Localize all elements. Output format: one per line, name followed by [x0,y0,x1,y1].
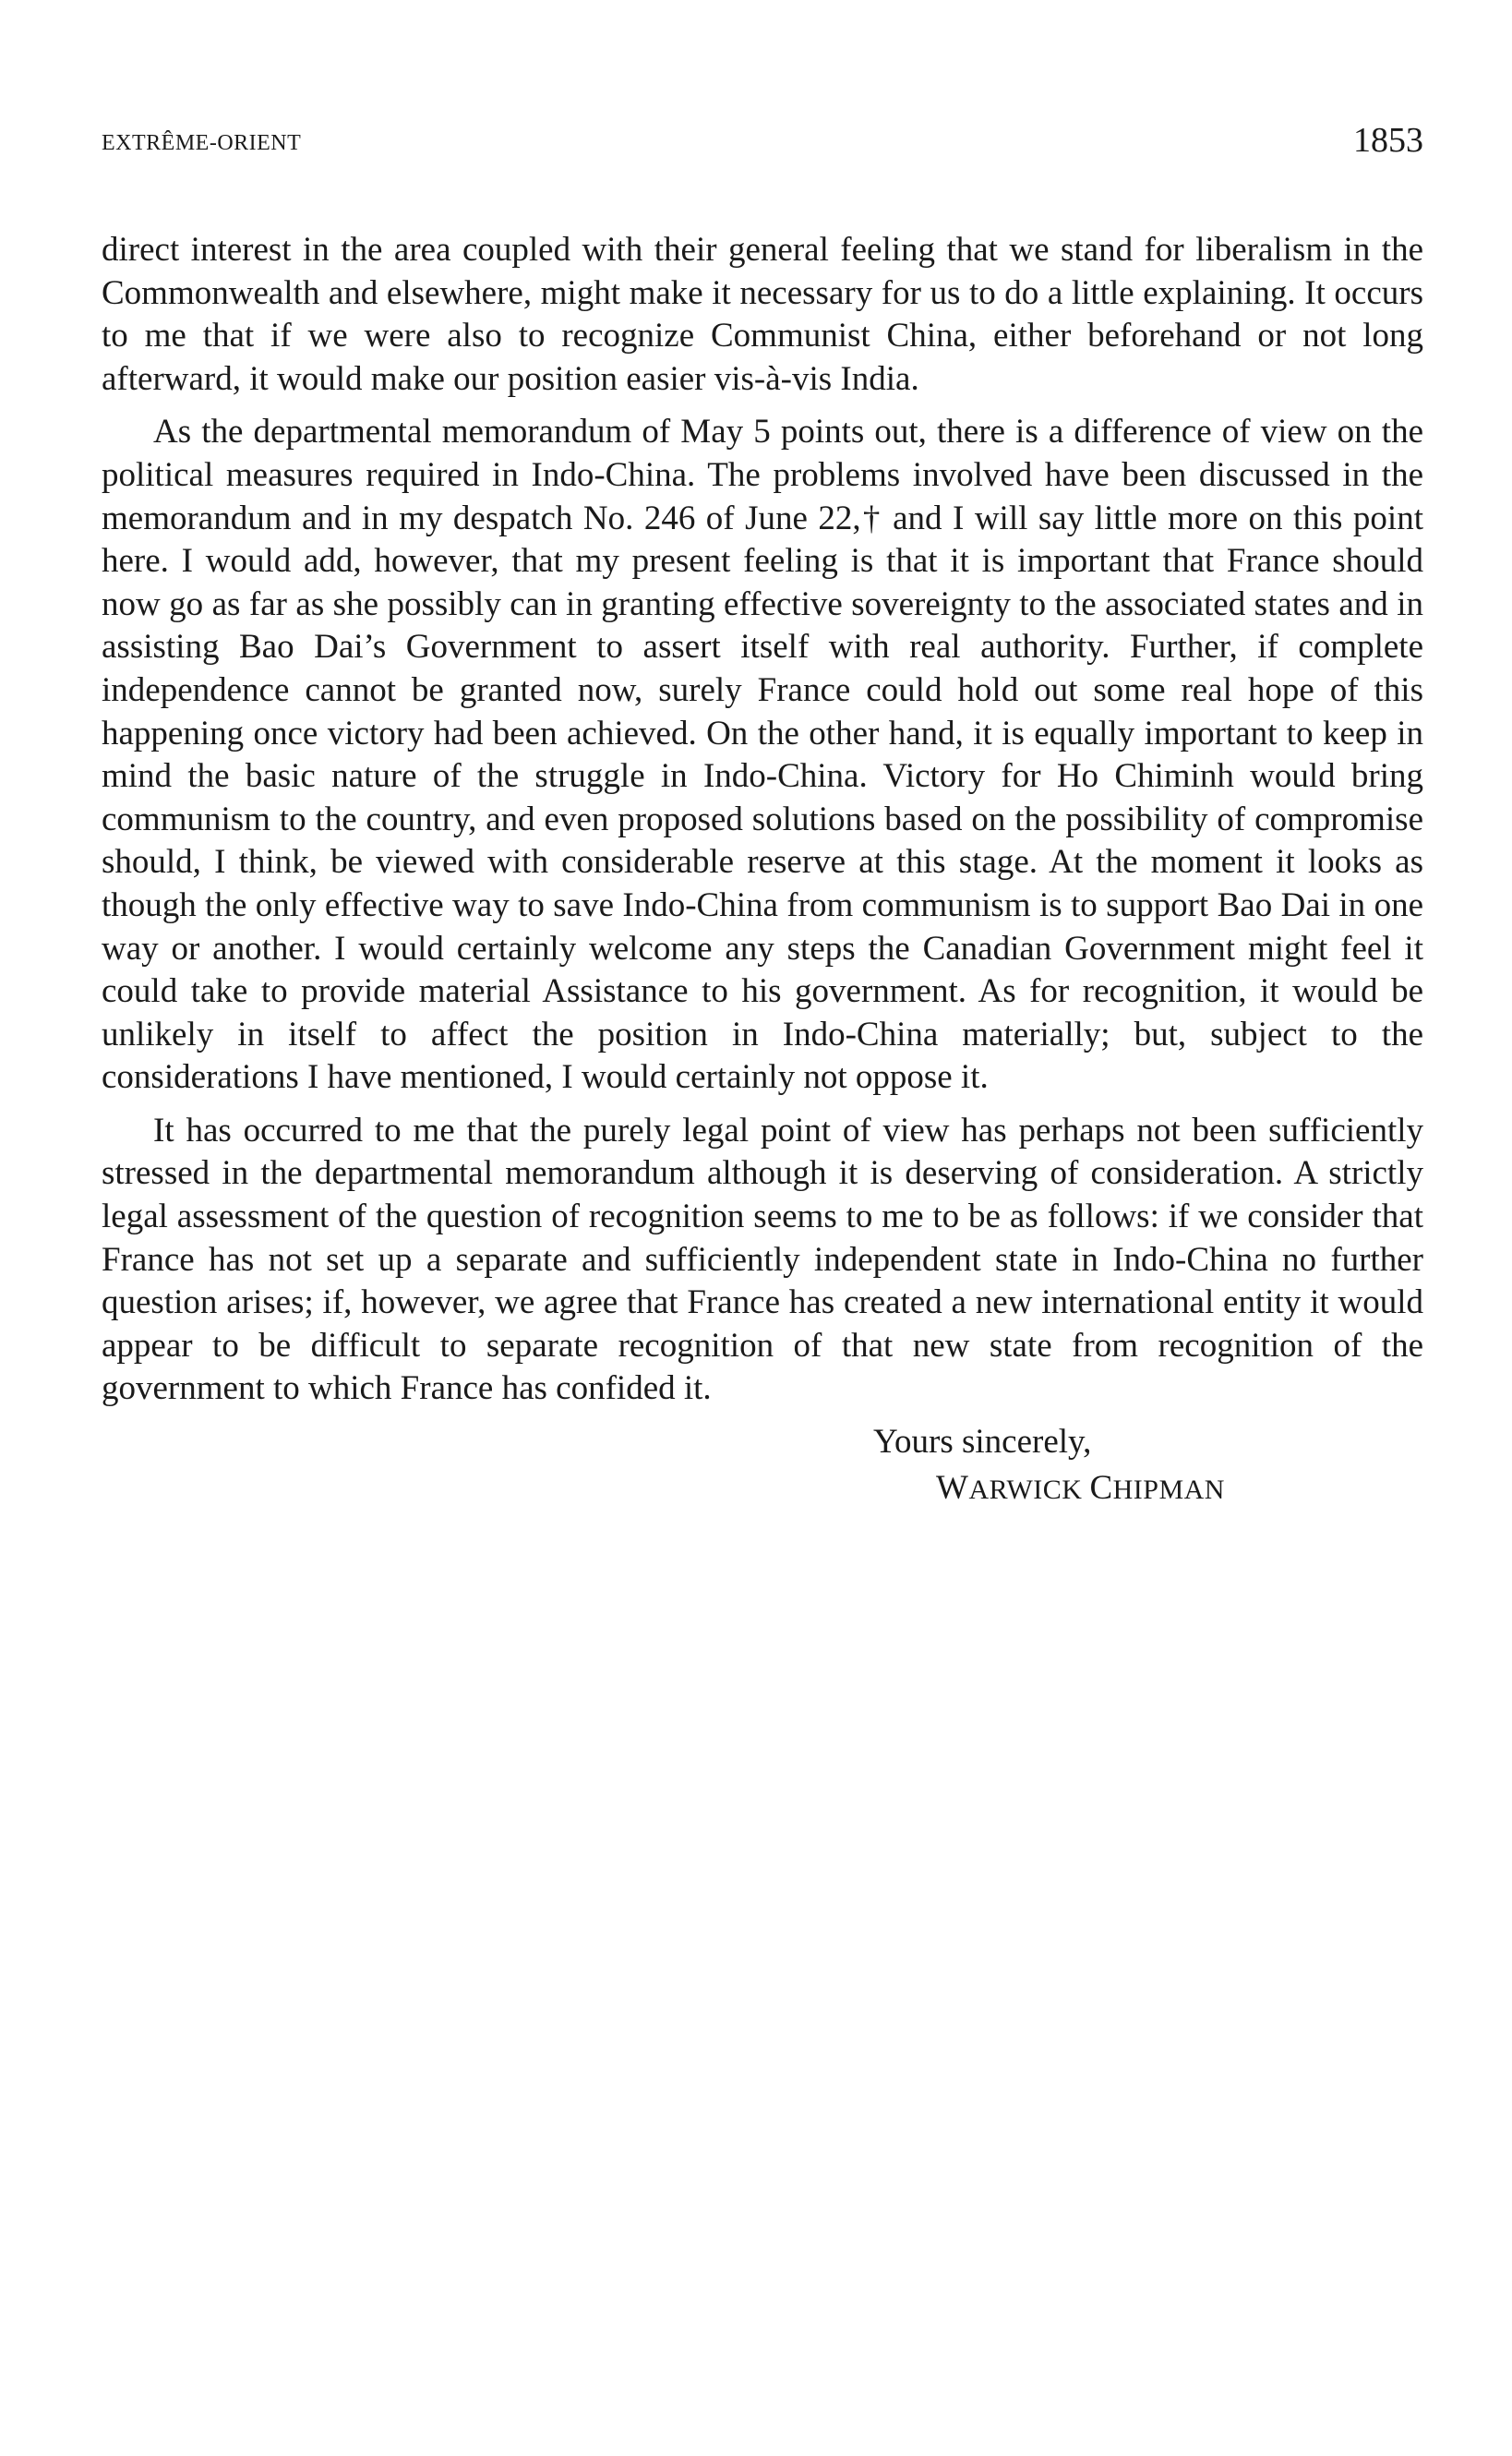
signature [936,1467,1423,1511]
signature-first-initial: W [936,1469,969,1508]
signature-last-initial: C [1089,1469,1113,1508]
signature-last-rest: HIPMAN [1112,1475,1225,1506]
signature-first-rest: ARWICK [968,1475,1083,1506]
paragraph-2: As the departmental memorandum of May 5 points out, there is a difference of view on the political measures required in Indo-China. The problems involved have been discussed in the memorandum and in my despatch No. 246 of June 22,† and I will say little more on this point here. I would add, however, that my present feeling is that it is important that France should now go as far as she possibly can in granting effective sovereignty to the associated states and in assisting Bao Dai’s Government to assert itself with real authority. Further, if complete independence cannot be granted now, surely France could hold out some real hope of this happening once victory had been achieved. On the other hand, it is equally important to keep in mind the basic nature of the struggle in Indo-China. Victory for Ho Chiminh would bring communism to the country, and even proposed solutions based on the possibility of compromise should, I think, be viewed with considerable reserve at this stage. At the moment it looks as though the only effective way to save Indo-China from communism is to support Bao Dai in one way or another. I would certainly welcome any steps the Canadian Government might feel it could take to provide material Assistance to his government. As for recognition, it would be unlikely in itself to affect the position in Indo-China materially; but, subject to the considerations I have mentioned, I would certainly not oppose it. [102,413,1423,1097]
letter-body [102,229,1423,1411]
page-number: 1853 [1353,121,1423,160]
running-head [102,120,1423,175]
document-page [102,120,1423,1511]
paragraph-1: direct interest in the area coupled with their general feeling that we stand for liberalism in the Commonwealth and elsewhere, might make it necessary for us to do a little explaining. It occurs to me that if we were also to recognize Communist China, either beforehand or not long afterward, it would make our position easier vis-à-vis India. [102,231,1423,398]
paragraph-3: It has occurred to me that the purely legal point of view has perhaps not been sufficiently stressed in the departmental memorandum although it is deserving of consideration. A strictly legal assessment of the question of recognition seems to me to be as follows: if we consider that France has not set up a separate and sufficiently independent state in Indo-China no further question arises; if, however, we agree that France has created a new international entity it would appear to be difficult to separate recognition of that new state from recognition of the government to which France has confided it. [102,1111,1423,1408]
closing: Yours sincerely, [873,1423,1092,1462]
running-title: EXTRÊME-ORIENT [102,131,302,155]
